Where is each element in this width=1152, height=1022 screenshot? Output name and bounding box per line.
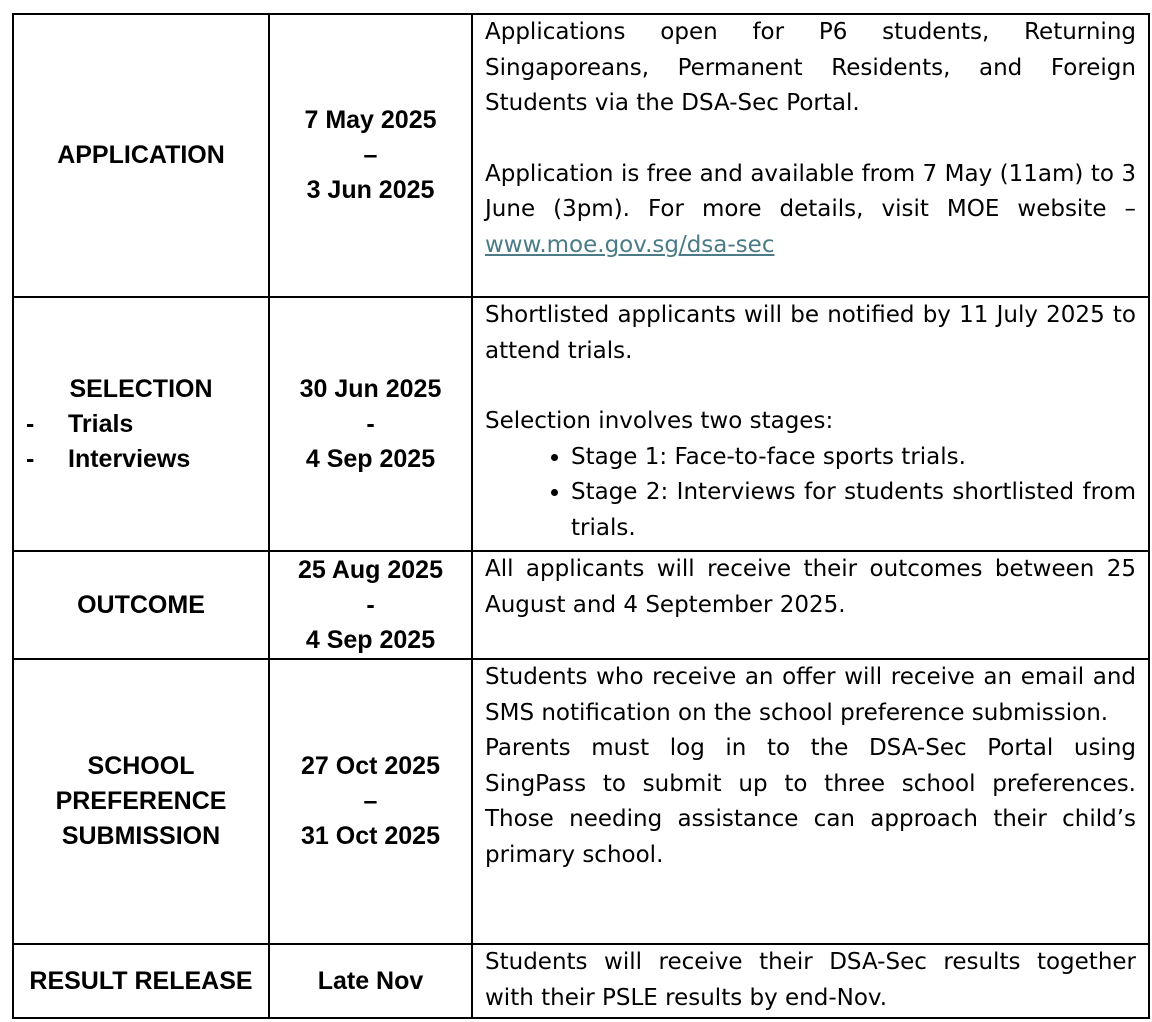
table-row-result-release — [13, 944, 1149, 1018]
stage-cell — [13, 944, 269, 1018]
description-paragraph: Parents must log in to the DSA-Sec Portal using SingPass to submit up to three school preferences. Those needing assistance can approach their child’s primary school. — [485, 735, 1136, 868]
list-item: • Stage 2: Interviews for students shortlisted from trials. — [571, 475, 1136, 546]
stage-label: OUTCOME — [77, 590, 205, 619]
date-end: 4 Sep 2025 — [305, 625, 436, 654]
description-text: Application is free and available from 7 May (11am) to 3 June (3pm). For more details, visit MOE website – — [485, 160, 1136, 222]
date-cell — [269, 14, 472, 297]
description-cell — [472, 14, 1149, 297]
description-paragraph — [485, 157, 1136, 264]
description-paragraph: All applicants will receive their outcomes between 25 August and 4 September 2025. — [485, 556, 1136, 618]
description-cell — [472, 297, 1149, 551]
stage-label-line: SCHOOL — [87, 752, 195, 780]
sub-item-label: Interviews — [68, 444, 191, 473]
date-start: 25 Aug 2025 — [298, 555, 443, 584]
dsa-schedule-table — [12, 13, 1150, 1019]
table-row-outcome — [13, 551, 1149, 659]
stage-label: SELECTION — [69, 374, 213, 403]
description-cell — [472, 944, 1149, 1018]
table-row-application — [13, 14, 1149, 297]
stage-label: APPLICATION — [57, 141, 225, 169]
stage-sub-item — [14, 407, 268, 442]
stage-cell — [13, 14, 269, 297]
date-cell — [269, 551, 472, 659]
description-paragraph: Students who receive an offer will receive an email and SMS notification on the school preference submission. — [485, 664, 1136, 726]
table-row-selection — [13, 297, 1149, 551]
date-cell — [269, 944, 472, 1018]
description-cell — [472, 551, 1149, 659]
date-end: 4 Sep 2025 — [305, 444, 436, 473]
date-end: 3 Jun 2025 — [306, 176, 435, 204]
moe-website-link[interactable]: www.moe.gov.sg/dsa-sec — [485, 231, 775, 258]
stage-label-line: PREFERENCE — [55, 787, 227, 815]
date-start: 7 May 2025 — [304, 106, 437, 134]
dash-bullet: - — [26, 444, 35, 473]
description-paragraph: Students will receive their DSA-Sec results together with their PSLE results by end-Nov. — [485, 949, 1136, 1011]
stage-bullet-list — [485, 440, 1136, 547]
stage-cell — [13, 297, 269, 551]
table-row-school-preference — [13, 659, 1149, 944]
stage-label: RESULT RELEASE — [29, 966, 253, 995]
description-paragraph: Applications open for P6 students, Returning Singaporeans, Permanent Residents, and Foreign Students via the DSA-Sec Portal. — [485, 19, 1136, 116]
stage-cell — [13, 659, 269, 944]
dash-bullet: - — [26, 409, 35, 438]
description-paragraph: Shortlisted applicants will be notified by 11 July 2025 to attend trials. — [485, 302, 1136, 364]
stage-cell — [13, 551, 269, 659]
sub-item-label: Trials — [68, 409, 134, 438]
stage-label-line: SUBMISSION — [61, 822, 221, 850]
stage-sub-item — [14, 442, 268, 477]
description-paragraph: Selection involves two stages: — [485, 408, 834, 434]
date-start: 30 Jun 2025 — [299, 374, 442, 403]
date-separator: - — [366, 590, 375, 619]
date-separator: – — [363, 141, 378, 169]
list-item: • Stage 1: Face-to-face sports trials. — [571, 440, 1136, 476]
description-cell — [472, 659, 1149, 944]
date-single: Late Nov — [317, 966, 424, 995]
date-start: 27 Oct 2025 — [301, 752, 440, 780]
date-end: 31 Oct 2025 — [301, 822, 440, 850]
date-cell — [269, 659, 472, 944]
date-cell — [269, 297, 472, 551]
date-separator: - — [366, 409, 375, 438]
date-separator: – — [363, 787, 378, 815]
